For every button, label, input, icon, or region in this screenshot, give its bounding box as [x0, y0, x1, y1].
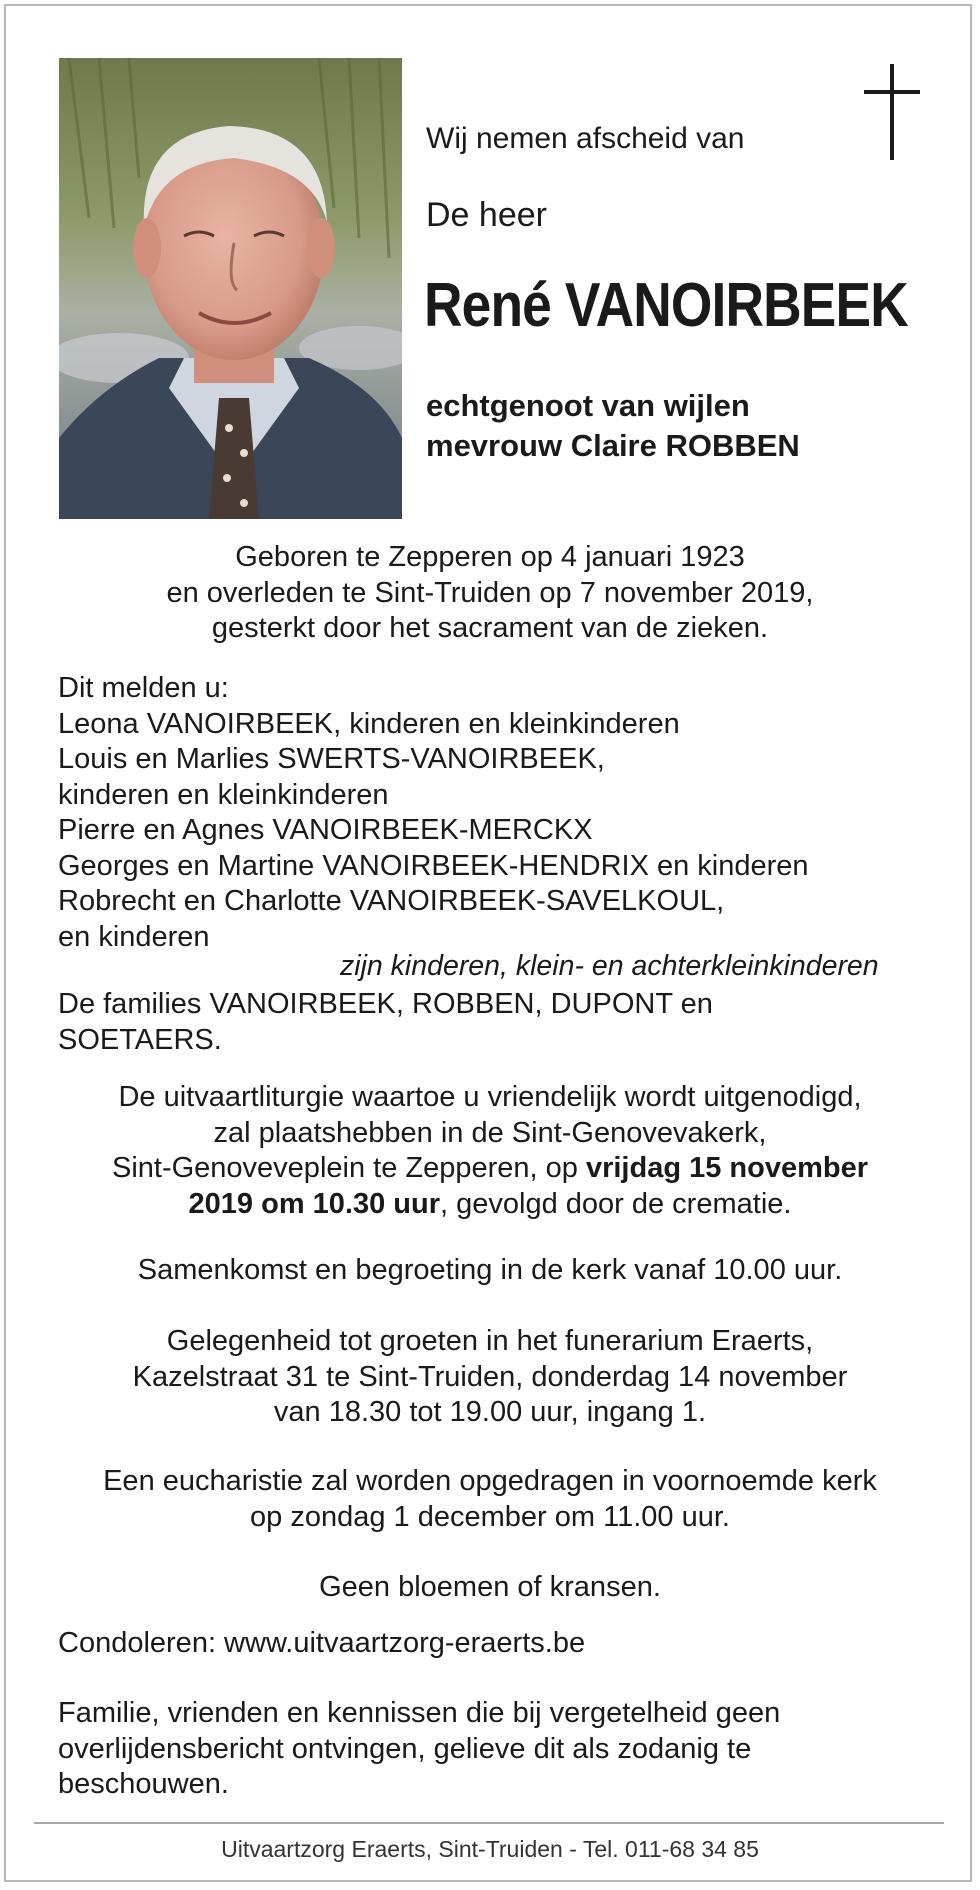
footer-divider [34, 1822, 944, 1824]
birth-line-1: Geboren te Zepperen op 4 januari 1923 [235, 541, 745, 573]
liturgy-line-3: Sint-Genoveveplein te Zepperen, op vrijdag 15 november [111, 1152, 869, 1184]
liturgy-info [0, 1080, 980, 1222]
liturgy-line-1: De uitvaartliturgie waartoe u vriendelijk wordt uitgenodigd, [118, 1081, 862, 1113]
closing-line-2: overlijdensbericht ontvingen, gelieve dit als zodanig te [58, 1732, 752, 1765]
portrait-photo [59, 58, 402, 519]
family-line: kinderen en kleinkinderen [58, 778, 389, 811]
honorific: De heer [426, 196, 547, 234]
gathering-info: Samenkomst en begroeting in de kerk vanaf 10.00 uur. [137, 1254, 843, 1286]
birth-line-2: en overleden te Sint-Truiden op 7 november 2019, [166, 576, 814, 609]
families-line-1: De families VANOIRBEEK, ROBBEN, DUPONT en [58, 988, 713, 1020]
liturgy-time: 2019 om 10.30 uur [188, 1187, 441, 1220]
family-line: Pierre en Agnes VANOIRBEEK-MERCKX [58, 814, 593, 846]
family-heading: Dit melden u: [58, 672, 229, 704]
visitation-line-2: Kazelstraat 31 te Sint-Truiden, donderdag 14 november [132, 1360, 848, 1393]
visitation-info [0, 1324, 980, 1431]
eucharist-line-1: Een eucharistie zal worden opgedragen in voornoemde kerk [103, 1465, 877, 1497]
visitation-line-3: van 18.30 tot 19.00 uur, ingang 1. [273, 1396, 707, 1428]
footer-text: Uitvaartzorg Eraerts, Sint-Truiden - Tel. 011-68 34 85 [221, 1836, 759, 1862]
flowers-note: Geen bloemen of kransen. [319, 1571, 661, 1603]
latin-cross-icon [864, 64, 920, 160]
deceased-name: René VANOIRBEEK [424, 271, 908, 340]
family-line: Robrecht en Charlotte VANOIRBEEK-SAVELKOUL, [58, 885, 725, 917]
family-list [58, 671, 809, 955]
descendants-line: zijn kinderen, klein- en achterkleinkinderen [340, 950, 879, 982]
condolences-info: Condoleren: www.uitvaartzorg-eraerts.be [58, 1627, 586, 1659]
eucharist-line-2: op zondag 1 december om 11.00 uur. [250, 1500, 730, 1533]
liturgy-line-4: 2019 om 10.30 uur, gevolgd door de crematie. [188, 1187, 792, 1220]
spouse-line-1: echtgenoot van wijlen [426, 388, 750, 423]
extended-families [58, 987, 713, 1058]
intro-text: Wij nemen afscheid van [426, 122, 745, 155]
liturgy-date: vrijdag 15 november [585, 1152, 869, 1184]
visitation-line-1: Gelegenheid tot groeten in het funerarium Eraerts, [166, 1325, 814, 1357]
spouse-info [426, 386, 800, 466]
family-line: en kinderen [58, 920, 210, 953]
family-line: Georges en Martine VANOIRBEEK-HENDRIX en kinderen [58, 849, 809, 882]
birth-line-3: gesterkt door het sacrament van de zieken. [211, 612, 769, 644]
closing-line-3: beschouwen. [58, 1768, 229, 1800]
eucharist-info [0, 1464, 980, 1535]
spouse-line-2: mevrouw Claire ROBBEN [426, 428, 800, 463]
family-line: Leona VANOIRBEEK, kinderen en kleinkinderen [58, 707, 680, 740]
closing-line-1: Familie, vrienden en kennissen die bij vergetelheid geen [58, 1697, 781, 1729]
closing-note [58, 1696, 780, 1803]
liturgy-line-2: zal plaatshebben in de Sint-Genovevakerk, [213, 1116, 767, 1149]
family-line: Louis en Marlies SWERTS-VANOIRBEEK, [58, 743, 605, 775]
families-line-2: SOETAERS. [58, 1023, 222, 1056]
birth-death-info [0, 540, 980, 647]
